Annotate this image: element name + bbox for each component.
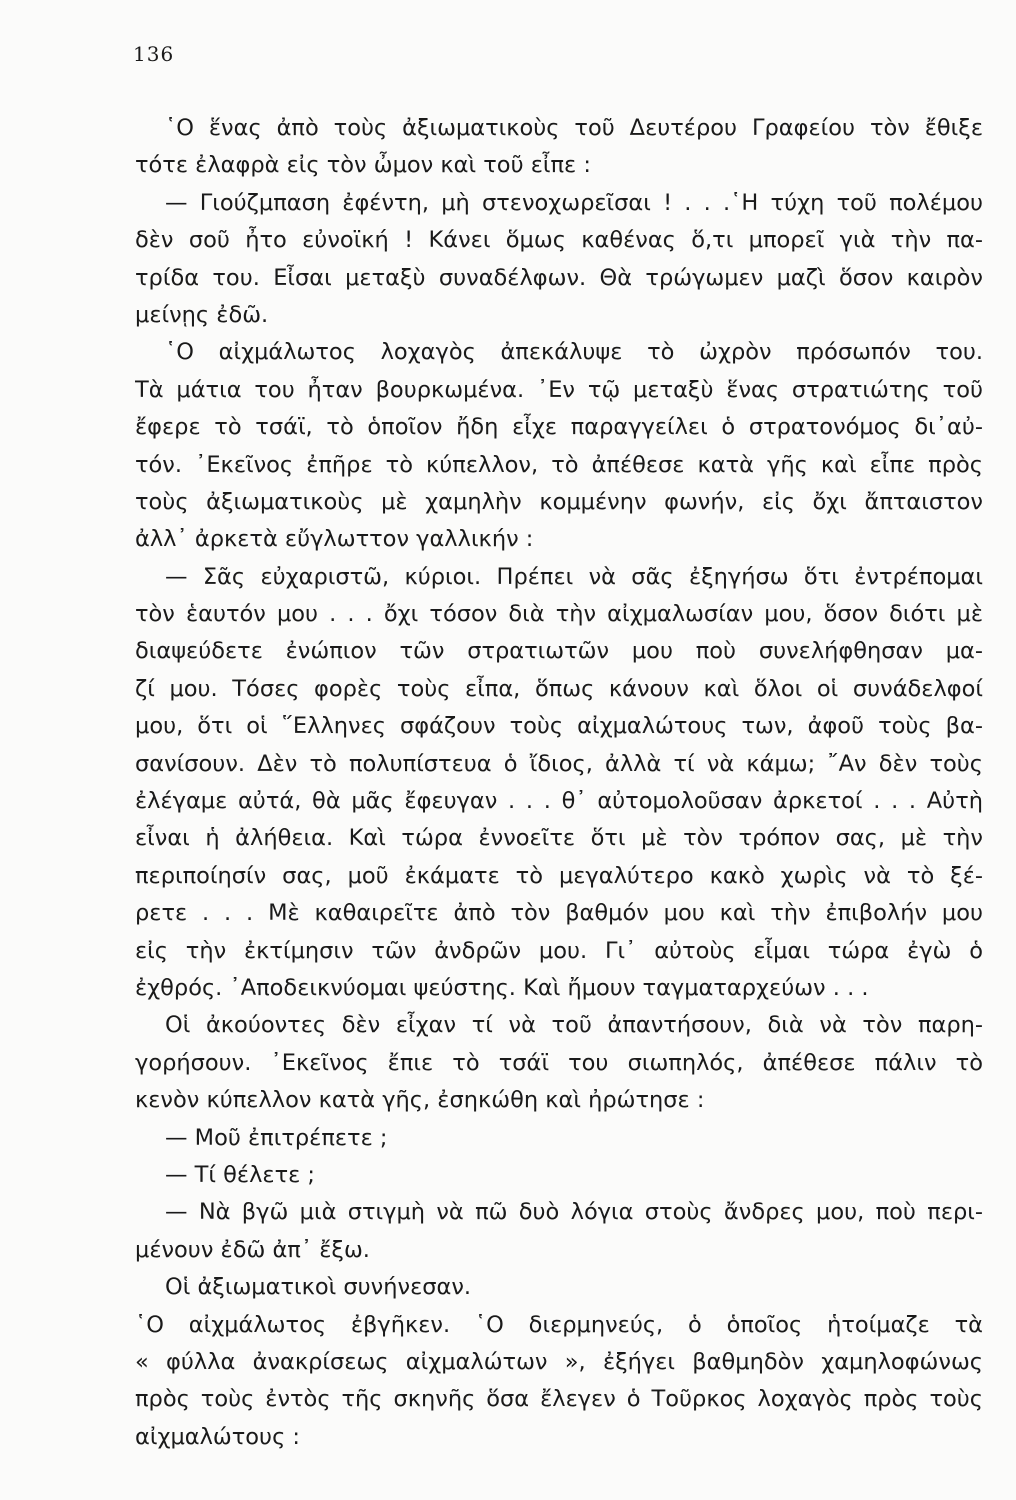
text-line: δὲν σοῦ ἦτο εὐνοϊκή ! Κάνει ὅμως καθένας ὅ,τι μπορεῖ γιὰ τὴν πα- — [135, 227, 983, 254]
text-line: τότε ἐλαφρὰ εἰς τὸν ὦμον καὶ τοῦ εἶπε : — [135, 152, 591, 179]
text-line: διαψεύδετε ἐνώπιον τῶν στρατιωτῶν μου ποὺ συνελήφθησαν μα- — [135, 638, 983, 665]
text-line: εἰς τὴν ἐκτίμησιν τῶν ἀνδρῶν μου. Γι᾽ αὐτοὺς εἶμαι τώρα ἐγὼ ὁ — [135, 937, 983, 964]
text-line: ἀλλ᾽ ἀρκετὰ εὔγλωττον γαλλικήν : — [135, 526, 534, 553]
text-line: εἶναι ἡ ἀλήθεια. Καὶ τώρα ἐννοεῖτε ὅτι μὲ τὸν τρόπον σας, μὲ τὴν — [135, 825, 983, 852]
text-line: ρετε . . . Μὲ καθαιρεῖτε ἀπὸ τὸν βαθμόν μου καὶ τὴν ἐπιβολήν μου — [135, 900, 983, 927]
text-line: μείνῃς ἐδῶ. — [135, 301, 269, 328]
text-line: Οἱ ἀκούοντες δὲν εἶχαν τί νὰ τοῦ ἀπαντήσουν, διὰ νὰ τὸν παρη- — [165, 1012, 983, 1039]
text-line: « φύλλα ἀνακρίσεως αἰχμαλώτων », ἐξήγει βαθμηδὸν χαμηλοφώνως — [135, 1348, 983, 1375]
text-line: τρίδα του. Εἶσαι μεταξὺ συναδέλφων. Θὰ τρώγωμεν μαζὶ ὅσον καιρὸν — [135, 264, 983, 291]
text-line: — Τί θέλετε ; — [165, 1161, 316, 1188]
text-line: — Μοῦ ἐπιτρέπετε ; — [165, 1124, 388, 1151]
text-line: σανίσουν. Δὲν τὸ πολυπίστευα ὁ ἴδιος, ἀλλὰ τί νὰ κάμω; ῎Αν δὲν τοὺς — [135, 750, 983, 777]
text-line: — Γιούζμπαση ἐφέντη, μὴ στενοχωρεῖσαι ! . . .῾Η τύχη τοῦ πολέμου — [165, 189, 983, 216]
text-line: ζί μου. Τόσες φορὲς τοὺς εἶπα, ὅπως κάνουν καὶ ὅλοι οἱ συνάδελφοί — [135, 675, 983, 702]
text-line: — Σᾶς εὐχαριστῶ, κύριοι. Πρέπει νὰ σᾶς ἐξηγήσω ὅτι ἐντρέπομαι — [165, 563, 983, 590]
text-line: περιποίησίν σας, μοῦ ἐκάματε τὸ μεγαλύτερο κακὸ χωρὶς νὰ τὸ ξέ- — [135, 862, 983, 889]
text-line: ῾Ο αἰχμάλωτος λοχαγὸς ἀπεκάλυψε τὸ ὠχρὸν πρόσωπόν του. — [165, 339, 983, 366]
text-line: ῾Ο ἕνας ἀπὸ τοὺς ἀξιωματικοὺς τοῦ Δευτέρου Γραφείου τὸν ἔθιξε — [165, 115, 983, 141]
text-line: μένουν ἐδῶ ἀπ᾽ ἔξω. — [135, 1236, 370, 1263]
text-line: ἔφερε τὸ τσάϊ, τὸ ὁποῖον ἤδη εἶχε παραγγείλει ὁ στρατονόμος δι᾽αὐ- — [135, 414, 983, 441]
text-line: ἐλέγαμε αὐτά, θὰ μᾶς ἔφευγαν . . . θ᾽ αὐτομολοῦσαν ἀρκετοί . . . Αὐτὴ — [135, 788, 983, 815]
text-line: Οἱ ἀξιωματικοὶ συνήνεσαν. — [165, 1274, 472, 1301]
text-line: — Νὰ βγῶ μιὰ στιγμὴ νὰ πῶ δυὸ λόγια στοὺς ἄνδρες μου, ποὺ περι- — [165, 1199, 983, 1226]
text-line: ῾Ο αἰχμάλωτος ἐβγῆκεν. ῾Ο διερμηνεύς, ὁ ὁποῖος ἡτοίμαζε τὰ — [135, 1311, 983, 1338]
text-line: κενὸν κύπελλον κατὰ γῆς, ἐσηκώθη καὶ ἠρώτησε : — [135, 1087, 705, 1114]
text-line: γορήσουν. ᾽Εκεῖνος ἔπιε τὸ τσάϊ του σιωπηλός, ἀπέθεσε πάλιν τὸ — [135, 1049, 983, 1076]
body-text — [135, 110, 983, 1456]
text-line: τόν. ᾽Εκεῖνος ἐπῆρε τὸ κύπελλον, τὸ ἀπέθεσε κατὰ γῆς καὶ εἶπε πρὸς — [135, 451, 983, 478]
page-number: 136 — [133, 42, 175, 66]
text-line: πρὸς τοὺς ἐντὸς τῆς σκηνῆς ὅσα ἔλεγεν ὁ Τοῦρκος λοχαγὸς πρὸς τοὺς — [135, 1386, 983, 1413]
text-line: τοὺς ἀξιωματικοὺς μὲ χαμηλὴν κομμένην φωνήν, εἰς ὄχι ἄπταιστον — [135, 488, 983, 515]
text-line: Τὰ μάτια του ἦταν βουρκωμένα. ᾽Εν τῷ μεταξὺ ἕνας στρατιώτης τοῦ — [135, 376, 983, 403]
text-line: τὸν ἑαυτόν μου . . . ὄχι τόσον διὰ τὴν αἰχμαλωσίαν μου, ὅσον διότι μὲ — [135, 601, 983, 628]
text-line: μου, ὅτι οἱ ῞Ελληνες σφάζουν τοὺς αἰχμαλώτους των, ἀφοῦ τοὺς βα- — [135, 713, 983, 740]
text-line: ἐχθρός. ᾽Αποδεικνύομαι ψεύστης. Καὶ ἤμουν ταγματαρχεύων . . . — [135, 974, 869, 1001]
text-line: αἰχμαλώτους : — [135, 1423, 301, 1450]
